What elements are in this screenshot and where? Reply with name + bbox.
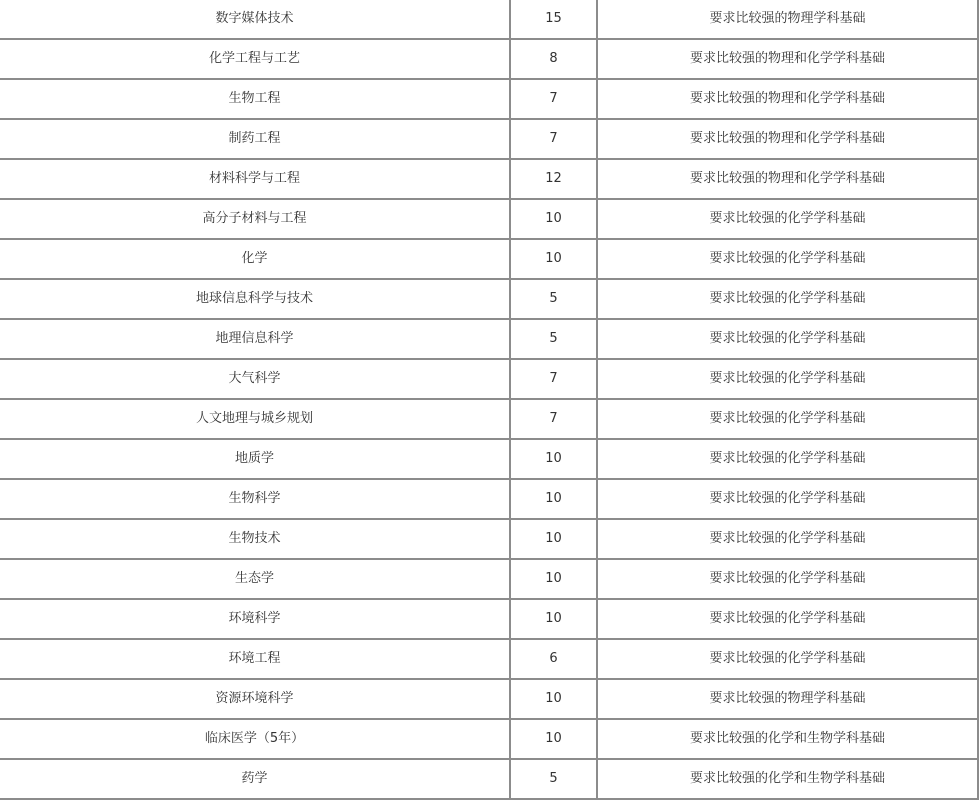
table-row	[0, 479, 978, 519]
subject-requirement-cell: 要求比较强的化学学科基础	[597, 399, 978, 439]
subject-requirement-cell: 要求比较强的化学和生物学科基础	[597, 719, 978, 759]
major-name-cell: 化学	[0, 239, 510, 279]
table-row	[0, 199, 978, 239]
table-row	[0, 159, 978, 199]
enrollment-count-cell: 10	[510, 199, 597, 239]
major-name-cell: 化学工程与工艺	[0, 39, 510, 79]
subject-requirement-cell: 要求比较强的化学和生物学科基础	[597, 759, 978, 799]
major-name-cell: 生物科学	[0, 479, 510, 519]
major-name-cell: 环境工程	[0, 639, 510, 679]
major-name-cell: 大气科学	[0, 359, 510, 399]
table-row	[0, 359, 978, 399]
table-row	[0, 399, 978, 439]
subject-requirement-cell: 要求比较强的化学学科基础	[597, 439, 978, 479]
major-name-cell: 制药工程	[0, 119, 510, 159]
major-name-cell: 地球信息科学与技术	[0, 279, 510, 319]
table-row	[0, 119, 978, 159]
subject-requirement-cell: 要求比较强的物理学科基础	[597, 679, 978, 719]
major-name-cell: 材料科学与工程	[0, 159, 510, 199]
subject-requirement-cell: 要求比较强的化学学科基础	[597, 239, 978, 279]
table-row	[0, 439, 978, 479]
subject-requirement-cell: 要求比较强的化学学科基础	[597, 199, 978, 239]
table-row	[0, 79, 978, 119]
table-row	[0, 519, 978, 559]
table-row	[0, 599, 978, 639]
major-name-cell: 生物工程	[0, 79, 510, 119]
major-name-cell: 资源环境科学	[0, 679, 510, 719]
table-row	[0, 0, 978, 39]
enrollment-count-cell: 7	[510, 399, 597, 439]
table-row	[0, 639, 978, 679]
enrollment-count-cell: 10	[510, 479, 597, 519]
subject-requirement-cell: 要求比较强的化学学科基础	[597, 279, 978, 319]
enrollment-count-cell: 5	[510, 279, 597, 319]
major-name-cell: 药学	[0, 759, 510, 799]
enrollment-count-cell: 5	[510, 319, 597, 359]
subject-requirement-cell: 要求比较强的化学学科基础	[597, 479, 978, 519]
major-name-cell: 高分子材料与工程	[0, 199, 510, 239]
table-row	[0, 679, 978, 719]
table-row	[0, 319, 978, 359]
enrollment-count-cell: 15	[510, 0, 597, 39]
subject-requirement-cell: 要求比较强的化学学科基础	[597, 519, 978, 559]
major-name-cell: 生态学	[0, 559, 510, 599]
subject-requirement-cell: 要求比较强的化学学科基础	[597, 639, 978, 679]
enrollment-count-cell: 6	[510, 639, 597, 679]
major-name-cell: 地理信息科学	[0, 319, 510, 359]
table-row	[0, 239, 978, 279]
subject-requirement-cell: 要求比较强的化学学科基础	[597, 359, 978, 399]
enrollment-count-cell: 10	[510, 559, 597, 599]
major-name-cell: 地质学	[0, 439, 510, 479]
enrollment-count-cell: 5	[510, 759, 597, 799]
enrollment-count-cell: 7	[510, 359, 597, 399]
enrollment-count-cell: 8	[510, 39, 597, 79]
enrollment-count-cell: 10	[510, 439, 597, 479]
subject-requirement-cell: 要求比较强的物理和化学学科基础	[597, 119, 978, 159]
table-row	[0, 559, 978, 599]
table-row	[0, 39, 978, 79]
subject-requirement-cell: 要求比较强的化学学科基础	[597, 319, 978, 359]
enrollment-count-cell: 7	[510, 119, 597, 159]
enrollment-count-cell: 10	[510, 239, 597, 279]
enrollment-count-cell: 12	[510, 159, 597, 199]
subject-requirement-cell: 要求比较强的化学学科基础	[597, 599, 978, 639]
subject-requirement-cell: 要求比较强的物理和化学学科基础	[597, 39, 978, 79]
subject-requirement-cell: 要求比较强的物理和化学学科基础	[597, 79, 978, 119]
major-name-cell: 人文地理与城乡规划	[0, 399, 510, 439]
enrollment-count-cell: 7	[510, 79, 597, 119]
major-name-cell: 生物技术	[0, 519, 510, 559]
table-row	[0, 719, 978, 759]
enrollment-count-cell: 10	[510, 719, 597, 759]
major-name-cell: 数字媒体技术	[0, 0, 510, 39]
major-name-cell: 环境科学	[0, 599, 510, 639]
major-name-cell: 临床医学（5年）	[0, 719, 510, 759]
subject-requirement-cell: 要求比较强的化学学科基础	[597, 559, 978, 599]
subject-requirement-cell: 要求比较强的物理和化学学科基础	[597, 159, 978, 199]
enrollment-count-cell: 10	[510, 679, 597, 719]
enrollment-count-cell: 10	[510, 599, 597, 639]
table-row	[0, 759, 978, 799]
subject-requirement-cell: 要求比较强的物理学科基础	[597, 0, 978, 39]
enrollment-count-cell: 10	[510, 519, 597, 559]
table-row	[0, 279, 978, 319]
